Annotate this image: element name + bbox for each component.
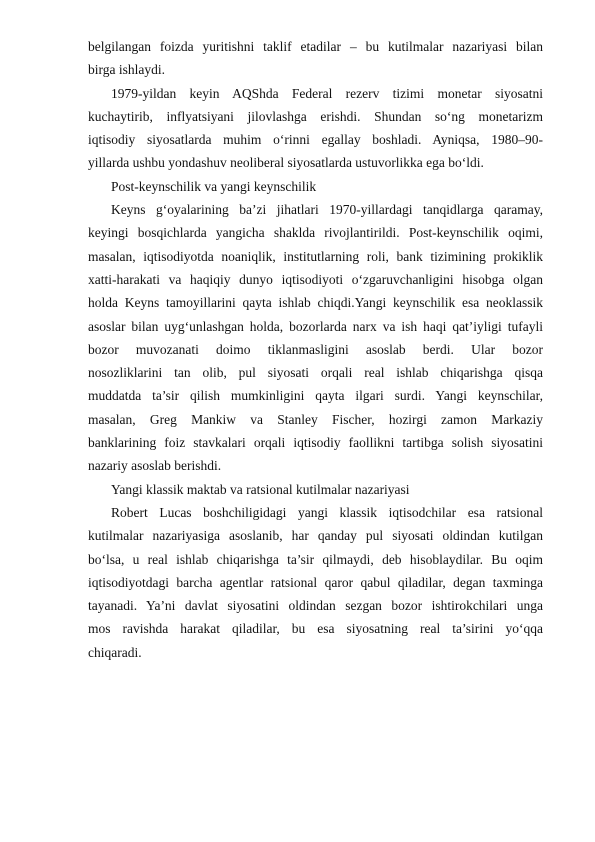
- text-line: chiqaradi.: [88, 644, 142, 660]
- text-line: mos ravishda harakat qiladilar, bu esa siyosatning real ta’sirini yo‘qqa: [88, 621, 543, 637]
- text-line: bo‘lsa, u real ishlab chiqarishga ta’sir qilmaydi, deb hisoblaydilar. Bu oqim: [88, 551, 543, 567]
- text-line: yillarda ushbu yondashuv neoliberal siyosatlarda ustuvorlikka ega bo‘ldi.: [88, 155, 484, 171]
- text-line: 1979-yildan keyin AQShda Federal rezerv tizimi monetar siyosatni: [111, 85, 543, 101]
- text-line: kuchaytirib, inflyatsiyani jilovlashga erishdi. Shundan so‘ng monetarizm: [88, 108, 543, 124]
- text-line: Keyns g‘oyalarining ba’zi jihatlari 1970-yillardagi tanqidlarga qaramay,: [111, 202, 543, 218]
- text-line: kutilmalar nazariyasiga asoslanib, har qanday pul siyosati oldindan kutilgan: [88, 528, 543, 544]
- text-line: nazariy asoslab berishdi.: [88, 458, 222, 474]
- text-line: bozor muvozanati doimo tiklanmasligini asoslab berdi. Ular bozor: [88, 341, 543, 357]
- text-line: keyingi bosqichlarda yangicha shaklda rivojlantirildi. Post-keynschilik oqimi,: [88, 225, 543, 241]
- text-line: belgilangan foizda yuritishni taklif etadilar – bu kutilmalar nazariyasi bilan: [88, 39, 543, 54]
- text-line: tayanadi. Ya’ni davlat siyosatini oldindan sezgan bozor ishtirokchilari unga: [88, 598, 543, 614]
- text-line: masalan, Greg Mankiw va Stanley Fischer, hozirgi zamon Markaziy: [88, 411, 543, 427]
- text-line: Robert Lucas boshchiligidagi yangi klassik iqtisodchilar esa ratsional: [111, 504, 543, 520]
- text-line: iqtisodiy siyosatlarda muhim o‘rinni egallay boshladi. Ayniqsa, 1980–90-: [88, 132, 543, 148]
- text-line: banklarining foiz stavkalari orqali iqtisodiy faollikni tartibga solish siyosatini: [88, 435, 543, 451]
- text-line: nosozliklarini tan olib, pul siyosati orqali real ishlab chiqarishga qisqa: [88, 365, 543, 381]
- text-line: iqtisodiyotdagi barcha agentlar ratsional qaror qabul qiladilar, degan taxminga: [88, 574, 543, 590]
- text-line: birga ishlaydi.: [88, 62, 165, 78]
- document-page: [88, 35, 543, 664]
- text-line: holda Keyns tamoyillarini qayta ishlab chiqdi.Yangi keynschilik esa neoklassik: [88, 295, 543, 311]
- text-line: muddatda ta’sir qilish mumkinligini qayta ilgari surdi. Yangi keynschilar,: [88, 388, 543, 404]
- text-line: xatti-harakati va haqiqiy dunyo iqtisodiyoti o‘zgaruvchanligini hisobga olgan: [88, 271, 543, 287]
- section-heading: Post-keynschilik va yangi keynschilik: [111, 178, 317, 194]
- text-line: asoslar bilan uyg‘unlashgan holda, bozorlarda narx va ish haqi qat’iyligi tufayli: [88, 318, 543, 334]
- section-heading: Yangi klassik maktab va ratsional kutilmalar nazariyasi: [111, 481, 410, 497]
- text-line: masalan, iqtisodiyotda noaniqlik, institutlarning roli, bank tizimining prokiklik: [88, 248, 543, 264]
